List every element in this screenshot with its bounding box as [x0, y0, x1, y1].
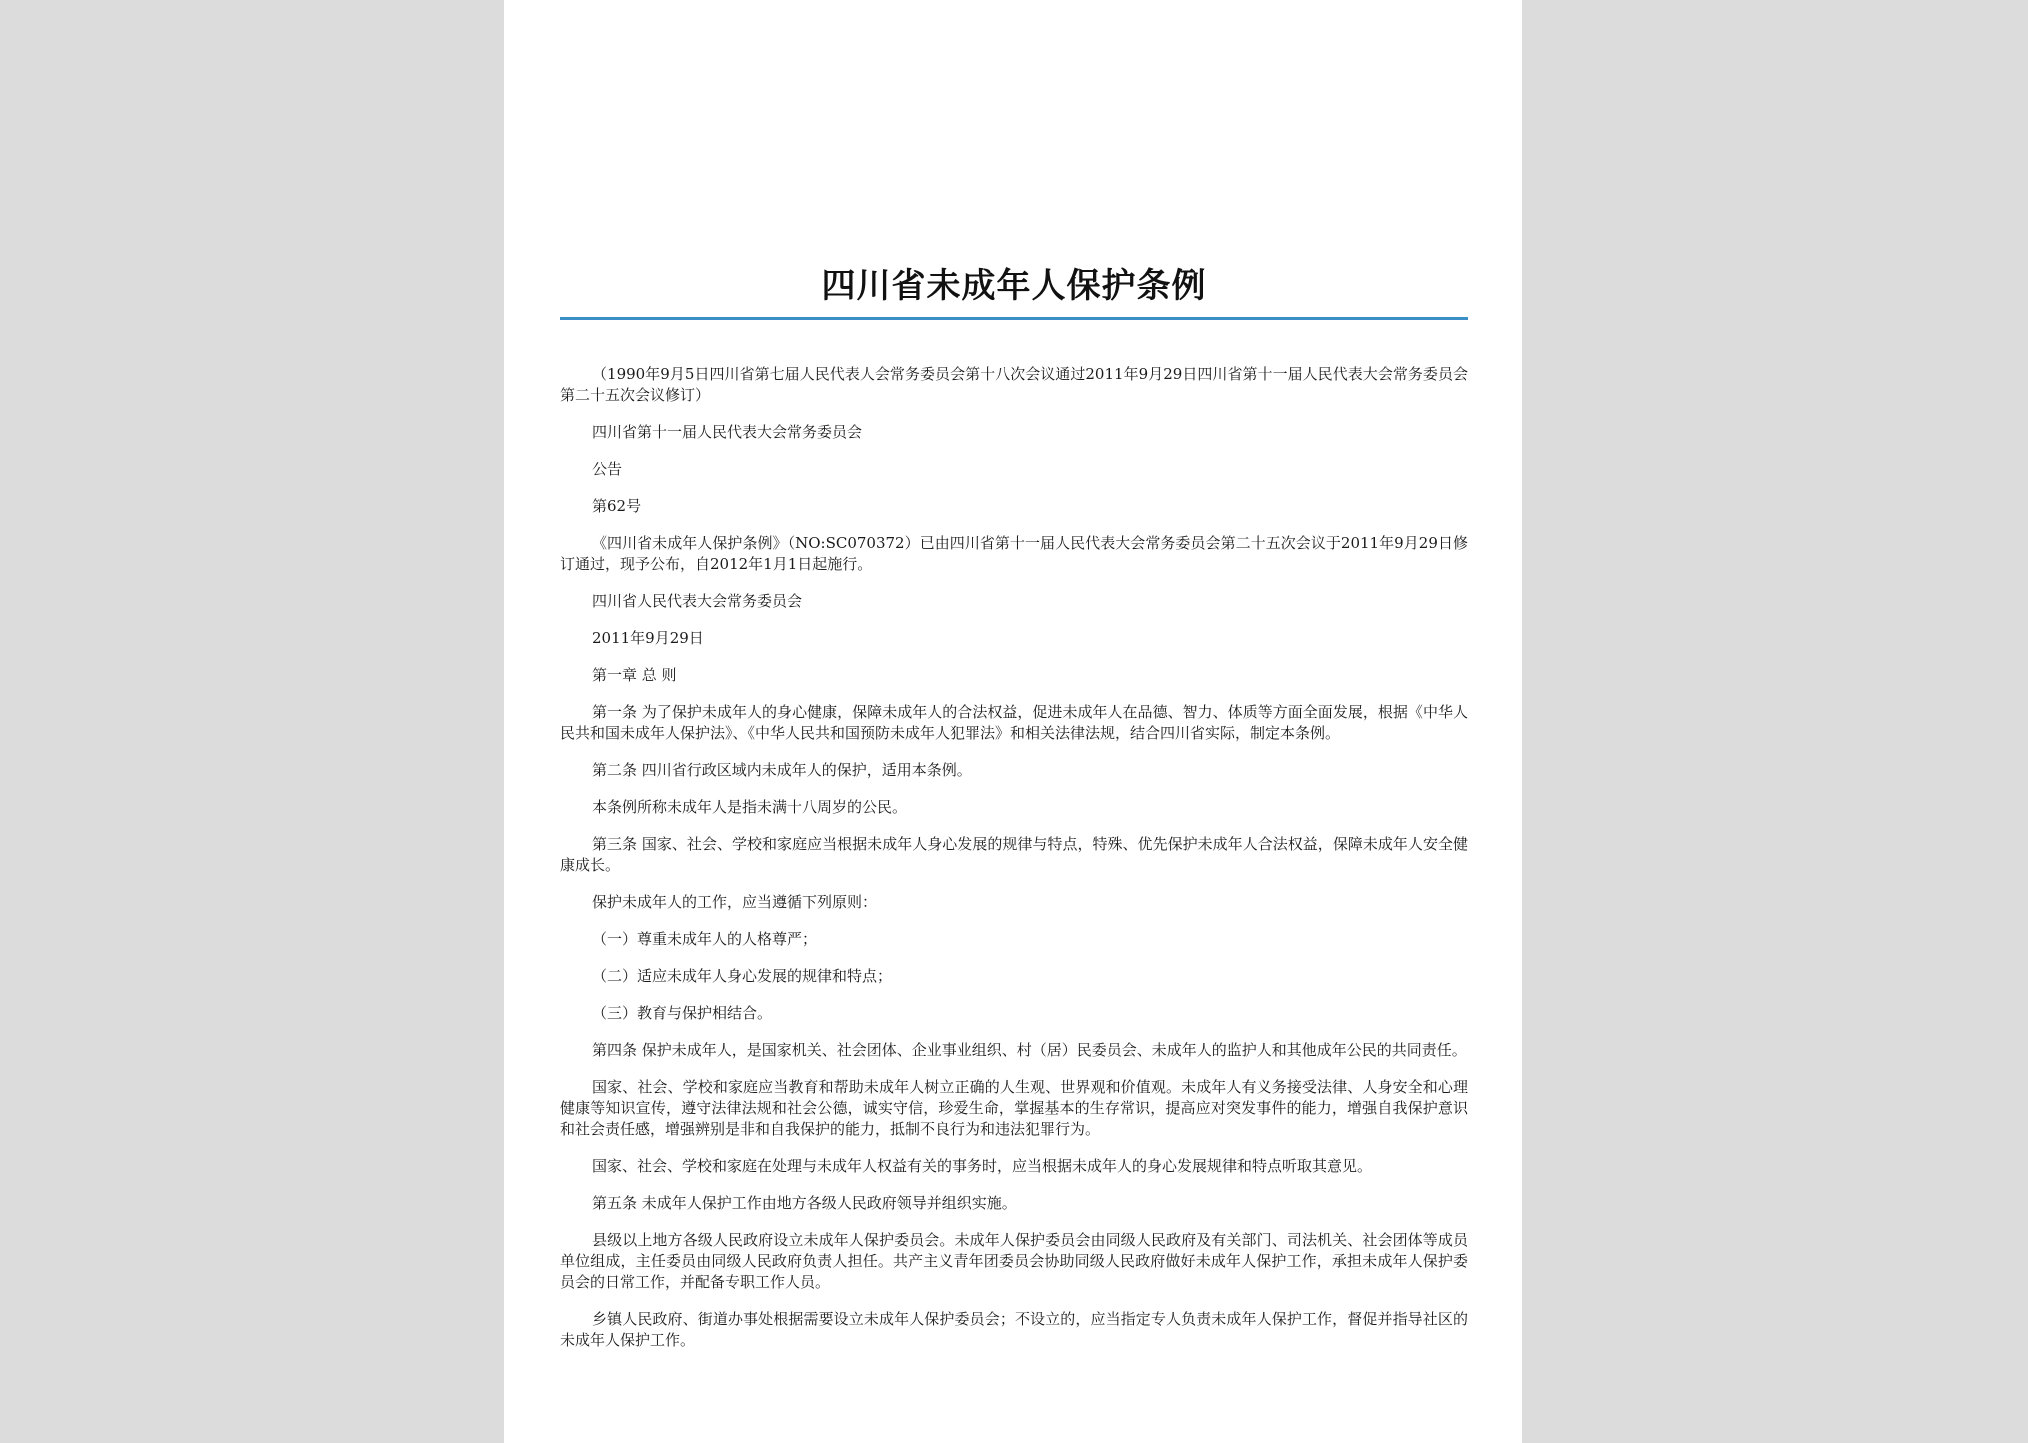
signing-body: 四川省人民代表大会常务委员会 — [592, 592, 803, 610]
signing-date: 2011年9月29日 — [592, 629, 704, 647]
article-paragraph: 第四条 保护未成年人，是国家机关、社会团体、企业事业组织、村（居）民委员会、未成年人的监护人和其他成年公民的共同责任。 — [592, 1041, 1467, 1059]
document-title: 四川省未成年人保护条例 — [821, 266, 1207, 306]
preamble-paragraph: （1990年9月5日四川省第七届人民代表人会常务委员会第十八次会议通过2011年9月29日四川省第十一届人民代表大会常务委员会第二十五次会议修订） — [560, 365, 1468, 404]
article-paragraph: 乡镇人民政府、街道办事处根据需要设立未成年人保护委员会；不设立的，应当指定专人负责未成年人保护工作，督促并指导社区的未成年人保护工作。 — [560, 1310, 1468, 1349]
announcement-text: 《四川省未成年人保护条例》（NO:SC070372）已由四川省第十一届人民代表大会常务委员会第二十五次会议于2011年9月29日修订通过，现予公布，自2012年1月1日起施行。 — [560, 534, 1468, 573]
chapter-heading: 第一章 总 则 — [592, 666, 677, 684]
article-paragraph: 国家、社会、学校和家庭在处理与未成年人权益有关的事务时，应当根据未成年人的身心发展规律和特点听取其意见。 — [592, 1157, 1373, 1175]
principle-item: （二）适应未成年人身心发展的规律和特点； — [592, 967, 893, 985]
issuing-body: 四川省第十一届人民代表大会常务委员会 — [592, 423, 863, 441]
article-paragraph: 第三条 国家、社会、学校和家庭应当根据未成年人身心发展的规律与特点，特殊、优先保护未成年人合法权益，保障未成年人安全健康成长。 — [560, 835, 1468, 874]
principle-item: （三）教育与保护相结合。 — [592, 1004, 773, 1022]
article-paragraph: 第二条 四川省行政区域内未成年人的保护，适用本条例。 — [592, 761, 972, 779]
document-page — [504, 0, 1522, 1443]
article-paragraph: 国家、社会、学校和家庭应当教育和帮助未成年人树立正确的人生观、世界观和价值观。未成年人有义务接受法律、人身安全和心理健康等知识宣传，遵守法律法规和社会公德，诚实守信，珍爱生命，掌握基本的生存常识，提高应对突发事件的能力，增强自我保护意识和社会责任感，增强辨别是非和自我保护的能力，抵制不良行为和违法犯罪行为。 — [560, 1078, 1468, 1138]
title-underline — [560, 317, 1468, 320]
article-paragraph: 第五条 未成年人保护工作由地方各级人民政府领导并组织实施。 — [592, 1194, 1017, 1212]
article-paragraph: 本条例所称未成年人是指未满十八周岁的公民。 — [592, 798, 908, 816]
announcement-label: 公告 — [592, 460, 623, 478]
article-paragraph: 保护未成年人的工作，应当遵循下列原则： — [592, 893, 878, 911]
article-paragraph: 县级以上地方各级人民政府设立未成年人保护委员会。未成年人保护委员会由同级人民政府及有关部门、司法机关、社会团体等成员单位组成，主任委员由同级人民政府负责人担任。共产主义青年团委员会协助同级人民政府做好未成年人保护工作，承担未成年人保护委员会的日常工作，并配备专职工作人员。 — [560, 1231, 1468, 1291]
document-body — [560, 364, 1468, 1367]
principle-item: （一）尊重未成年人的人格尊严； — [592, 930, 818, 948]
article-paragraph: 第一条 为了保护未成年人的身心健康，保障未成年人的合法权益，促进未成年人在品德、智力、体质等方面全面发展，根据《中华人民共和国未成年人保护法》、《中华人民共和国预防未成年人犯罪法》和相关法律法规，结合四川省实际，制定本条例。 — [560, 703, 1468, 742]
announcement-number: 第62号 — [592, 497, 642, 515]
